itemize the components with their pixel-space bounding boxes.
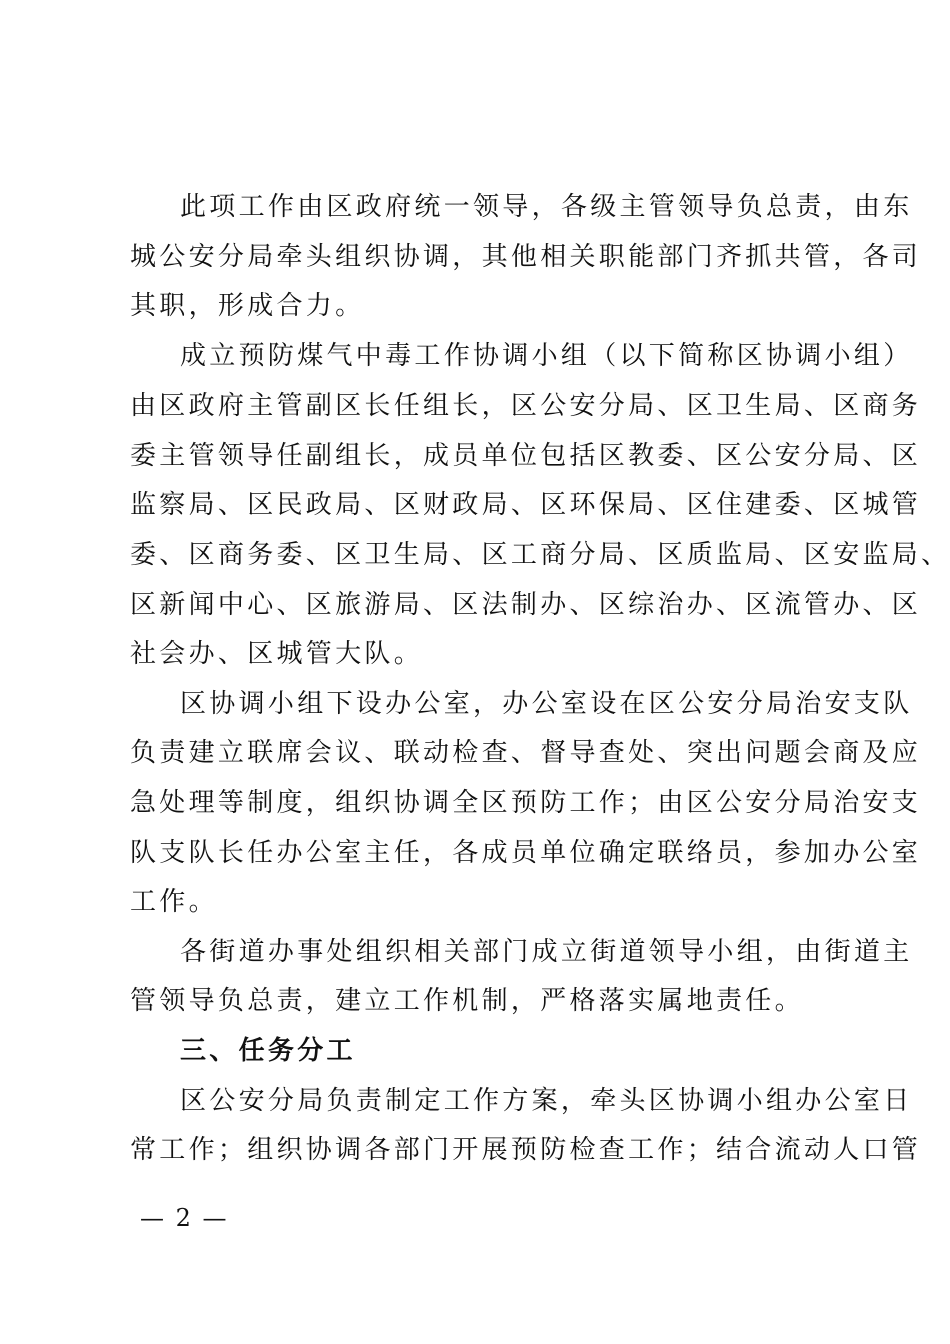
text-line: 由区政府主管副区长任组长，区公安分局、区卫生局、区商务 <box>130 391 922 421</box>
text-line: 社会办、区城管大队。 <box>130 639 424 669</box>
section-heading: 三、任务分工 <box>180 1036 356 1066</box>
text-line: 管领导负总责，建立工作机制，严格落实属地责任。 <box>130 986 804 1016</box>
text-line: 此项工作由区政府统一领导，各级主管领导负总责，由东 <box>180 192 913 222</box>
text-line: 队支队长任办公室主任，各成员单位确定联络员，参加办公室 <box>130 838 922 868</box>
text-line: 区新闻中心、区旅游局、区法制办、区综治办、区流管办、区 <box>130 590 922 620</box>
page-number: — 2 — <box>140 1204 229 1232</box>
text-line: 其职，形成合力。 <box>130 291 365 321</box>
text-line: 区协调小组下设办公室，办公室设在区公安分局治安支队 <box>180 689 913 719</box>
text-line: 负责建立联席会议、联动检查、督导查处、突出问题会商及应 <box>130 738 922 768</box>
text-line: 常工作；组织协调各部门开展预防检查工作；结合流动人口管 <box>130 1135 922 1165</box>
text-line: 城公安分局牵头组织协调，其他相关职能部门齐抓共管，各司 <box>130 242 922 272</box>
text-line: 工作。 <box>130 887 218 917</box>
text-line: 各街道办事处组织相关部门成立街道领导小组，由街道主 <box>180 937 913 967</box>
text-line: 急处理等制度，组织协调全区预防工作；由区公安分局治安支 <box>130 788 922 818</box>
text-line: 成立预防煤气中毒工作协调小组（以下简称区协调小组） <box>180 341 913 371</box>
text-line: 委、区商务委、区卫生局、区工商分局、区质监局、区安监局、 <box>130 540 950 570</box>
text-line: 监察局、区民政局、区财政局、区环保局、区住建委、区城管 <box>130 490 922 520</box>
text-line: 委主管领导任副组长，成员单位包括区教委、区公安分局、区 <box>130 441 922 471</box>
text-line: 区公安分局负责制定工作方案，牵头区协调小组办公室日 <box>180 1086 913 1116</box>
